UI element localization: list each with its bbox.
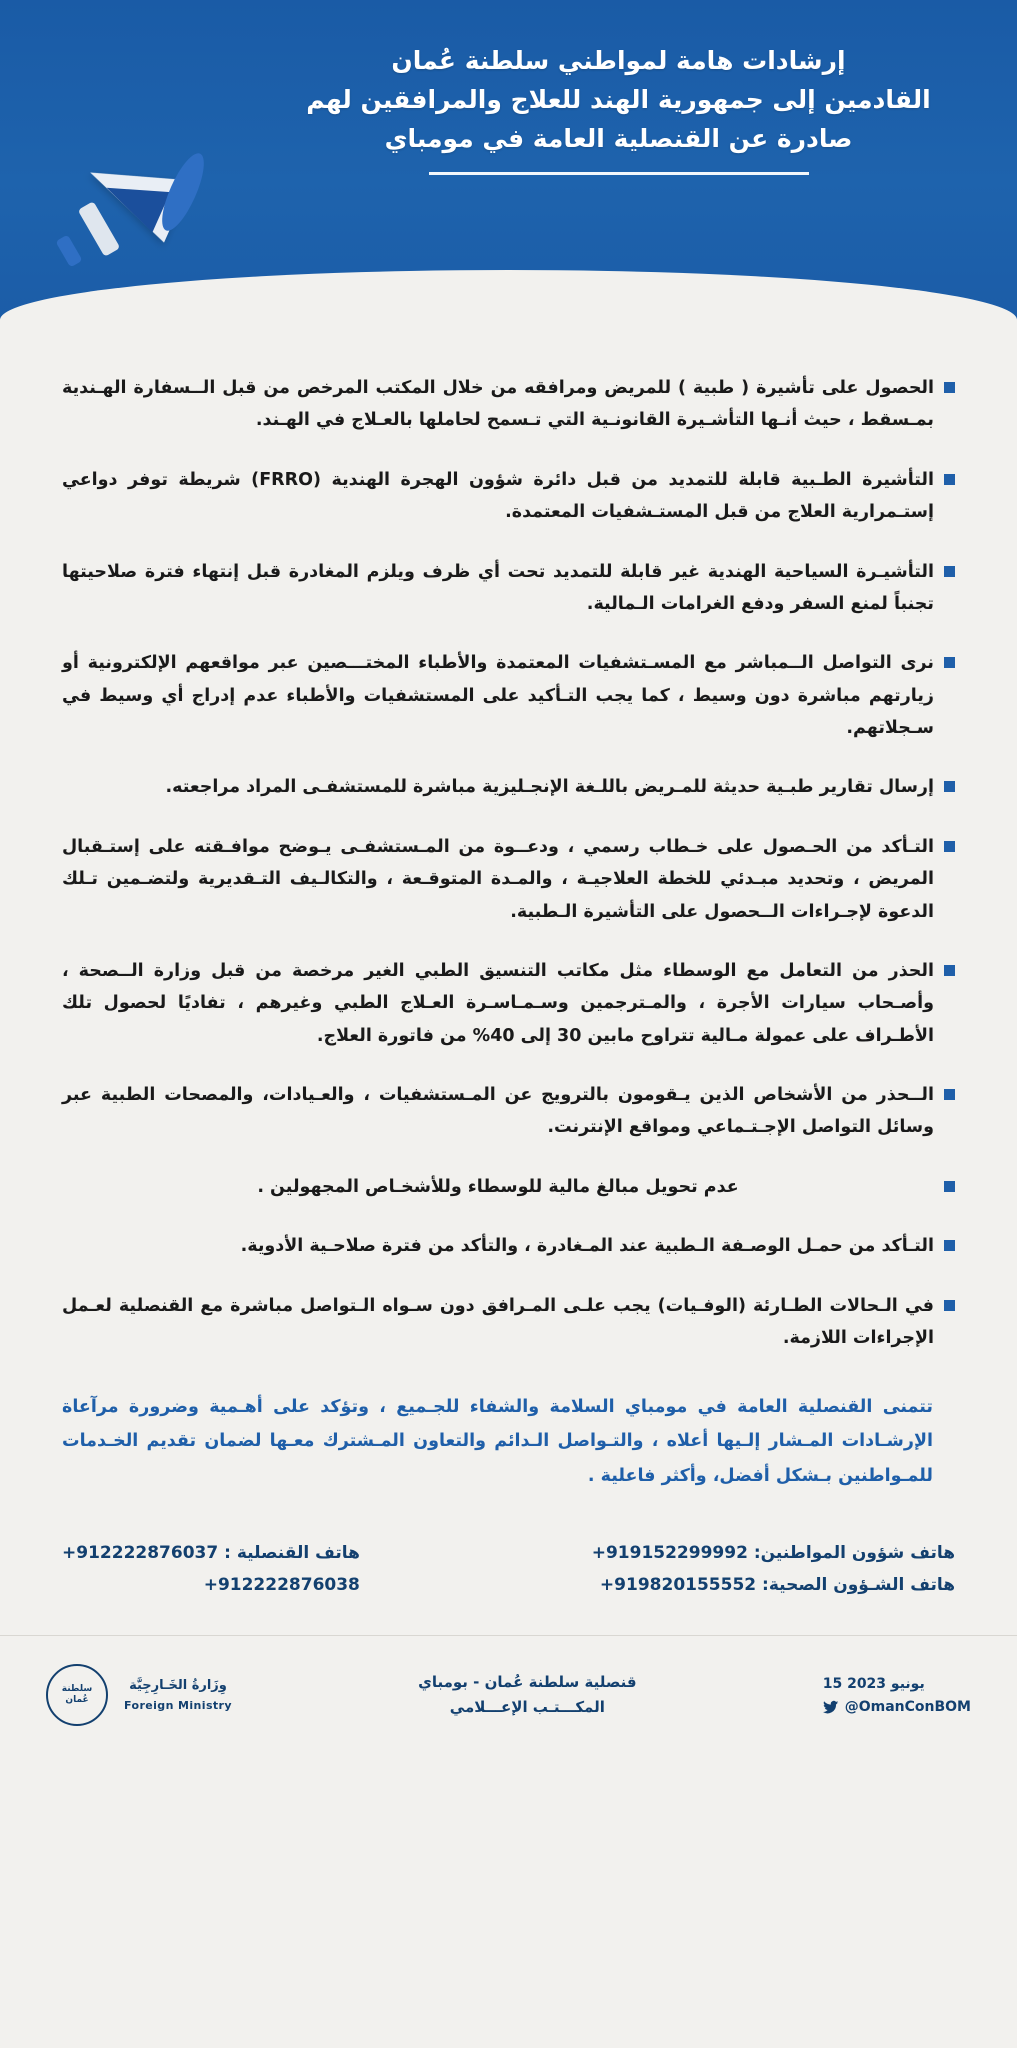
- list-item: [62, 647, 955, 744]
- list-item-text: التـأكد من حمـل الوصـفة الـطبية عند المـغادرة ، والتأكد من فترة صلاحـية الأدوية.: [240, 1236, 934, 1257]
- contact-info: [0, 1523, 1017, 1602]
- list-item-text: الحذر من التعامل مع الوسطاء مثل مكاتب التنسيق الطبي الغير مرخصة من قبل وزارة الــصحة ، وأصـحاب سيارات الأجرة ، والمـترجمين وسـمـاسـرة العـلاج الطبي وغيرهم ، تفاديًا لحصول تلك الأطـراف على عمولة مـالية تتراوح مابين 30 إلى 40% من فاتورة العلاج.: [62, 960, 934, 1046]
- contact-health-phone: هاتف الشـؤون الصحية: 919820155552+: [599, 1574, 955, 1595]
- list-item: [62, 1290, 955, 1355]
- bullet-icon: [944, 1089, 955, 1100]
- bullet-icon: [944, 1300, 955, 1311]
- twitter-handle-row[interactable]: [823, 1699, 971, 1715]
- list-item-text: الــحذر من الأشخاص الذين يـقومون بالترويج عن المـستشفيات ، والعـيادات، والمصحات الطبية عبر وسائل التواصل الإجـتـماعي ومواقع الإنترنت.: [62, 1085, 934, 1138]
- contact-column-secondary: [592, 1537, 955, 1602]
- poster-header: [0, 0, 1017, 330]
- bullet-icon: [944, 781, 955, 792]
- twitter-icon: [823, 1699, 839, 1715]
- list-item-text: نرى التواصل الــمباشر مع المسـتشفيات المعتمدة والأطباء المختـــصين عبر مواقعهم الإلكترونية أو زيارتهم مباشرة دون وسيط ، كما يجب التـأكيد على المستشفيات والأطباء عدم إدراج أي وسيط في سـجلاتهم.: [62, 653, 934, 738]
- list-item: [62, 556, 955, 621]
- crest-label: سلطنة عُمان: [61, 1684, 93, 1706]
- title-divider: [429, 172, 809, 175]
- list-item-text: التأشيرة الطـبية قابلة للتمديد من قبل دائرة شؤون الهجرة الهندية (FRRO) شريطة توفر دواعي إستـمرارية العلاج من قبل المستـشفيات المعتمدة.: [62, 469, 934, 523]
- bullet-icon: [944, 1240, 955, 1251]
- footer-meta: [823, 1676, 971, 1715]
- list-item-text: الحصول على تأشيرة ( طبية ) للمريض ومرافقه من خلال المكتب المرخص من قبل الــسفارة الهـندية بمـسقط ، حيث أنـها التأشـيرة القانونـية التي تـسمح لحاملها بالعـلاج في الهـند.: [62, 378, 934, 431]
- closing-paragraph: تتمنى القنصلية العامة في مومباي السلامة والشفاء للجـميع ، وتؤكد على أهـمية وضرورة مرآعاة الإرشـادات المـشار إلـيها أعلاه ، والتـواصل الـدائم والتعاون المـشترك معـها لضمان تقديم الخـدمات للمـواطنين بـشكل أفضل، وأكثر فاعلية .: [62, 1397, 933, 1486]
- list-item: [62, 372, 955, 437]
- ministry-name-en: Foreign Ministry: [124, 1698, 232, 1712]
- list-item-text: التـأكد من الحـصول على خـطاب رسمي ، ودعــوة من المـستشفـى يـوضح موافـقته على إستـقبال المريض ، وتحديد مبـدئي للخطة العلاجيـة ، والمـدة المتوقـعة ، والتكالـيف التـقديرية ولتضـمين تـلك الدعوة لإجـراءات الــحصول على التأشيرة الـطبية.: [62, 836, 934, 922]
- list-item: [62, 771, 955, 803]
- contact-consulate-phone-1: هاتف القنصلية : 912222876037+: [62, 1542, 360, 1563]
- megaphone-icon: [48, 148, 238, 298]
- list-item-text: في الـحالات الطـارئة (الوفـيات) يجب علـى المـرافق دون سـواه الـتواصل مباشرة مع القنصلية لعـمل الإجراءات اللازمة.: [62, 1295, 934, 1348]
- bullet-icon: [944, 657, 955, 668]
- bullet-icon: [944, 965, 955, 976]
- guidelines-list: [0, 330, 1017, 1493]
- oman-emblem-icon: [46, 1664, 108, 1726]
- list-item: [62, 831, 955, 928]
- consulate-name: قنصلية سلطنة عُمان - بومباي: [418, 1672, 637, 1691]
- title-line-2: القادمين إلى جمهورية الهند للعلاج والمرافقين لهم: [306, 84, 931, 114]
- list-item: [62, 1230, 955, 1262]
- list-item-text: عدم تحويل مبالغ مالية للوسطاء وللأشخـاص المجهولين .: [257, 1176, 739, 1197]
- bullet-icon: [944, 474, 955, 485]
- ministry-name-ar: وِزَارةُ الخَـارِجِيَّة: [129, 1678, 227, 1694]
- list-item: [62, 464, 955, 529]
- publish-date: 15 يونيو 2023: [822, 1675, 925, 1692]
- poster-footer: [0, 1635, 1017, 1754]
- list-item: [62, 955, 955, 1052]
- bullet-icon: [944, 382, 955, 393]
- list-item: [62, 1079, 955, 1144]
- title-line-3: صادرة عن القنصلية العامة في مومباي: [384, 123, 853, 153]
- list-item-text: إرسال تقارير طبـية حديثة للمـريض باللـغة الإنجـليزية مباشرة للمستشفـى المراد مراجعته.: [165, 777, 934, 798]
- list-item: [62, 1171, 955, 1203]
- bullet-icon: [944, 1181, 955, 1192]
- bullet-icon: [944, 566, 955, 577]
- bullet-icon: [944, 841, 955, 852]
- page-title: [250, 42, 987, 175]
- list-item-text: التأشيـرة السياحية الهندية غير قابلة للتمديد تحت أي ظرف ويلزم المغادرة قبل إنتهاء فترة صلاحيتها تجنباً لمنع السفر ودفع الغرامات الـمالية.: [62, 561, 934, 614]
- contact-column-primary: [62, 1537, 360, 1602]
- title-line-1: إرشادات هامة لمواطني سلطنة عُمان: [391, 46, 846, 75]
- contact-consulate-phone-2: 912222876038+: [203, 1574, 360, 1595]
- footer-org-name: [418, 1670, 636, 1721]
- media-office: المكـــتـب الإعـــلامي: [449, 1698, 605, 1717]
- contact-citizens-phone: هاتف شؤون المواطنين: 919152299992+: [591, 1542, 955, 1563]
- ministry-logo: [124, 1676, 232, 1714]
- twitter-handle: @OmanConBOM: [844, 1698, 971, 1715]
- footer-branding: [46, 1664, 232, 1726]
